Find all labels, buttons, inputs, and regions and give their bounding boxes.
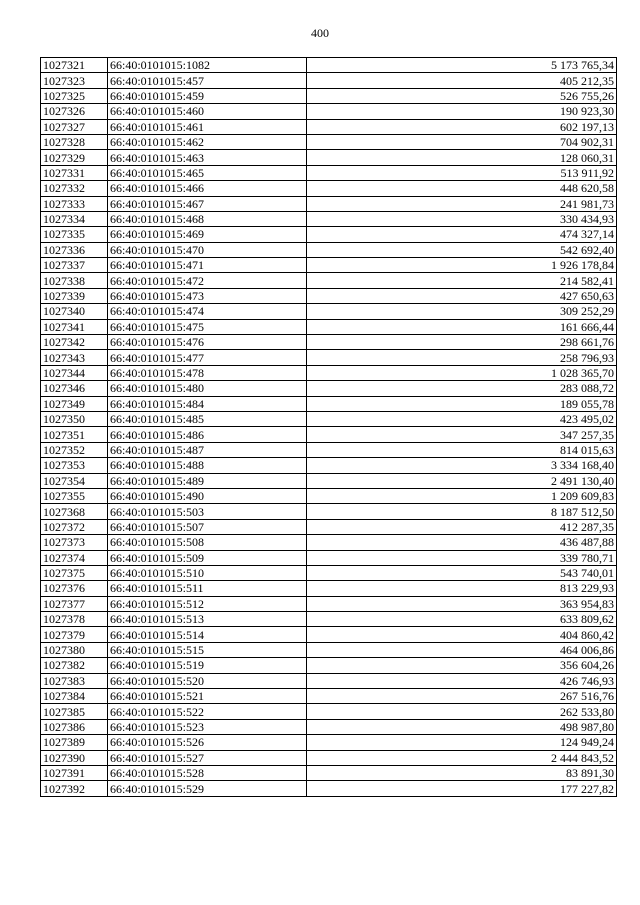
cadastral-number-cell: 66:40:0101015:471 — [108, 258, 307, 273]
cadastral-value-cell: 190 923,30 — [307, 104, 617, 119]
table-row — [41, 458, 617, 473]
cadastral-number-cell: 66:40:0101015:463 — [108, 150, 307, 165]
cadastral-value-cell: 404 860,42 — [307, 627, 617, 642]
object-id-cell: 1027339 — [41, 288, 108, 303]
table-row — [41, 365, 617, 380]
cadastral-number-cell: 66:40:0101015:1082 — [108, 58, 307, 73]
object-id-cell: 1027385 — [41, 704, 108, 719]
object-id-cell: 1027374 — [41, 550, 108, 565]
table-row — [41, 535, 617, 550]
cadastral-number-cell: 66:40:0101015:466 — [108, 181, 307, 196]
table-row — [41, 519, 617, 534]
cadastral-value-cell: 405 212,35 — [307, 73, 617, 88]
cadastral-number-cell: 66:40:0101015:462 — [108, 134, 307, 149]
cadastral-value-cell: 412 287,35 — [307, 519, 617, 534]
cadastral-number-cell: 66:40:0101015:511 — [108, 581, 307, 596]
object-id-cell: 1027321 — [41, 58, 108, 73]
cadastral-number-cell: 66:40:0101015:513 — [108, 612, 307, 627]
cadastral-value-cell: 513 911,92 — [307, 165, 617, 180]
object-id-cell: 1027384 — [41, 689, 108, 704]
cadastral-number-cell: 66:40:0101015:472 — [108, 273, 307, 288]
table-row — [41, 73, 617, 88]
table-row — [41, 781, 617, 796]
cadastral-value-cell: 161 666,44 — [307, 319, 617, 334]
table-row — [41, 196, 617, 211]
object-id-cell: 1027389 — [41, 735, 108, 750]
object-id-cell: 1027355 — [41, 488, 108, 503]
cadastral-number-cell: 66:40:0101015:527 — [108, 750, 307, 765]
cadastral-value-cell: 363 954,83 — [307, 596, 617, 611]
cadastral-value-cell: 448 620,58 — [307, 181, 617, 196]
object-id-cell: 1027375 — [41, 565, 108, 580]
object-id-cell: 1027325 — [41, 88, 108, 103]
object-id-cell: 1027379 — [41, 627, 108, 642]
cadastral-value-cell: 267 516,76 — [307, 689, 617, 704]
object-id-cell: 1027350 — [41, 411, 108, 426]
cadastral-number-cell: 66:40:0101015:461 — [108, 119, 307, 134]
cadastral-value-cell: 474 327,14 — [307, 227, 617, 242]
cadastral-value-cell: 704 902,31 — [307, 134, 617, 149]
table-row — [41, 396, 617, 411]
table-row — [41, 427, 617, 442]
cadastral-value-cell: 5 173 765,34 — [307, 58, 617, 73]
cadastral-number-cell: 66:40:0101015:503 — [108, 504, 307, 519]
table-row — [41, 273, 617, 288]
cadastral-number-cell: 66:40:0101015:475 — [108, 319, 307, 334]
table-row — [41, 689, 617, 704]
table-row — [41, 381, 617, 396]
object-id-cell: 1027352 — [41, 442, 108, 457]
object-id-cell: 1027326 — [41, 104, 108, 119]
cadastral-value-cell: 3 334 168,40 — [307, 458, 617, 473]
object-id-cell: 1027383 — [41, 673, 108, 688]
cadastral-value-cell: 543 740,01 — [307, 565, 617, 580]
object-id-cell: 1027338 — [41, 273, 108, 288]
table-row — [41, 673, 617, 688]
object-id-cell: 1027343 — [41, 350, 108, 365]
cadastral-value-cell: 309 252,29 — [307, 304, 617, 319]
table-row — [41, 227, 617, 242]
object-id-cell: 1027341 — [41, 319, 108, 334]
object-id-cell: 1027337 — [41, 258, 108, 273]
table-row — [41, 565, 617, 580]
object-id-cell: 1027351 — [41, 427, 108, 442]
table-row — [41, 765, 617, 780]
cadastral-number-cell: 66:40:0101015:528 — [108, 765, 307, 780]
table-row — [41, 658, 617, 673]
cadastral-number-cell: 66:40:0101015:477 — [108, 350, 307, 365]
cadastral-value-table — [40, 57, 617, 797]
cadastral-value-cell: 8 187 512,50 — [307, 504, 617, 519]
cadastral-value-cell: 813 229,93 — [307, 581, 617, 596]
cadastral-value-cell: 339 780,71 — [307, 550, 617, 565]
cadastral-number-cell: 66:40:0101015:509 — [108, 550, 307, 565]
cadastral-number-cell: 66:40:0101015:457 — [108, 73, 307, 88]
page-number: 400 — [311, 26, 329, 40]
cadastral-value-cell: 2 444 843,52 — [307, 750, 617, 765]
cadastral-value-cell: 124 949,24 — [307, 735, 617, 750]
object-id-cell: 1027368 — [41, 504, 108, 519]
cadastral-number-cell: 66:40:0101015:486 — [108, 427, 307, 442]
cadastral-value-cell: 128 060,31 — [307, 150, 617, 165]
object-id-cell: 1027380 — [41, 642, 108, 657]
object-id-cell: 1027372 — [41, 519, 108, 534]
object-id-cell: 1027328 — [41, 134, 108, 149]
cadastral-number-cell: 66:40:0101015:478 — [108, 365, 307, 380]
object-id-cell: 1027342 — [41, 335, 108, 350]
table-row — [41, 104, 617, 119]
cadastral-number-cell: 66:40:0101015:467 — [108, 196, 307, 211]
cadastral-value-cell: 258 796,93 — [307, 350, 617, 365]
object-id-cell: 1027344 — [41, 365, 108, 380]
cadastral-value-cell: 526 755,26 — [307, 88, 617, 103]
cadastral-number-cell: 66:40:0101015:485 — [108, 411, 307, 426]
cadastral-value-cell: 214 582,41 — [307, 273, 617, 288]
cadastral-number-cell: 66:40:0101015:459 — [108, 88, 307, 103]
cadastral-value-cell: 189 055,78 — [307, 396, 617, 411]
object-id-cell: 1027378 — [41, 612, 108, 627]
object-id-cell: 1027386 — [41, 719, 108, 734]
cadastral-number-cell: 66:40:0101015:515 — [108, 642, 307, 657]
cadastral-value-cell: 1 209 609,83 — [307, 488, 617, 503]
object-id-cell: 1027331 — [41, 165, 108, 180]
cadastral-value-cell: 330 434,93 — [307, 211, 617, 226]
object-id-cell: 1027332 — [41, 181, 108, 196]
table-row — [41, 211, 617, 226]
table-row — [41, 411, 617, 426]
object-id-cell: 1027334 — [41, 211, 108, 226]
table-row — [41, 627, 617, 642]
table-row — [41, 304, 617, 319]
cadastral-number-cell: 66:40:0101015:519 — [108, 658, 307, 673]
object-id-cell: 1027373 — [41, 535, 108, 550]
table-row — [41, 134, 617, 149]
table-row — [41, 350, 617, 365]
cadastral-value-cell: 2 491 130,40 — [307, 473, 617, 488]
table-row — [41, 612, 617, 627]
object-id-cell: 1027340 — [41, 304, 108, 319]
cadastral-value-cell: 633 809,62 — [307, 612, 617, 627]
cadastral-value-cell: 241 981,73 — [307, 196, 617, 211]
cadastral-value-cell: 602 197,13 — [307, 119, 617, 134]
table-row — [41, 165, 617, 180]
table-row — [41, 596, 617, 611]
cadastral-number-cell: 66:40:0101015:474 — [108, 304, 307, 319]
cadastral-value-cell: 423 495,02 — [307, 411, 617, 426]
object-id-cell: 1027346 — [41, 381, 108, 396]
table-row — [41, 442, 617, 457]
table-body — [41, 58, 617, 797]
cadastral-number-cell: 66:40:0101015:512 — [108, 596, 307, 611]
object-id-cell: 1027333 — [41, 196, 108, 211]
object-id-cell: 1027392 — [41, 781, 108, 796]
cadastral-value-cell: 464 006,86 — [307, 642, 617, 657]
cadastral-number-cell: 66:40:0101015:526 — [108, 735, 307, 750]
cadastral-number-cell: 66:40:0101015:507 — [108, 519, 307, 534]
cadastral-value-cell: 436 487,88 — [307, 535, 617, 550]
table-row — [41, 258, 617, 273]
table-row — [41, 88, 617, 103]
table-row — [41, 119, 617, 134]
cadastral-value-cell: 498 987,80 — [307, 719, 617, 734]
cadastral-value-cell: 427 650,63 — [307, 288, 617, 303]
cadastral-number-cell: 66:40:0101015:508 — [108, 535, 307, 550]
table-row — [41, 735, 617, 750]
cadastral-number-cell: 66:40:0101015:489 — [108, 473, 307, 488]
object-id-cell: 1027329 — [41, 150, 108, 165]
cadastral-value-cell: 298 661,76 — [307, 335, 617, 350]
table-row — [41, 242, 617, 257]
cadastral-value-cell: 283 088,72 — [307, 381, 617, 396]
object-id-cell: 1027349 — [41, 396, 108, 411]
table-row — [41, 335, 617, 350]
table-row — [41, 719, 617, 734]
cadastral-value-cell: 814 015,63 — [307, 442, 617, 457]
cadastral-value-cell: 1 028 365,70 — [307, 365, 617, 380]
object-id-cell: 1027353 — [41, 458, 108, 473]
table-row — [41, 550, 617, 565]
cadastral-number-cell: 66:40:0101015:469 — [108, 227, 307, 242]
cadastral-number-cell: 66:40:0101015:473 — [108, 288, 307, 303]
object-id-cell: 1027377 — [41, 596, 108, 611]
object-id-cell: 1027376 — [41, 581, 108, 596]
cadastral-number-cell: 66:40:0101015:522 — [108, 704, 307, 719]
cadastral-number-cell: 66:40:0101015:488 — [108, 458, 307, 473]
cadastral-number-cell: 66:40:0101015:465 — [108, 165, 307, 180]
object-id-cell: 1027327 — [41, 119, 108, 134]
cadastral-value-cell: 1 926 178,84 — [307, 258, 617, 273]
object-id-cell: 1027335 — [41, 227, 108, 242]
cadastral-number-cell: 66:40:0101015:460 — [108, 104, 307, 119]
object-id-cell: 1027354 — [41, 473, 108, 488]
object-id-cell: 1027390 — [41, 750, 108, 765]
object-id-cell: 1027336 — [41, 242, 108, 257]
object-id-cell: 1027382 — [41, 658, 108, 673]
cadastral-number-cell: 66:40:0101015:523 — [108, 719, 307, 734]
table-row — [41, 319, 617, 334]
table-row — [41, 750, 617, 765]
cadastral-number-cell: 66:40:0101015:470 — [108, 242, 307, 257]
cadastral-value-cell: 177 227,82 — [307, 781, 617, 796]
object-id-cell: 1027391 — [41, 765, 108, 780]
cadastral-number-cell: 66:40:0101015:490 — [108, 488, 307, 503]
cadastral-value-cell: 542 692,40 — [307, 242, 617, 257]
cadastral-value-cell: 262 533,80 — [307, 704, 617, 719]
cadastral-number-cell: 66:40:0101015:520 — [108, 673, 307, 688]
table-row — [41, 642, 617, 657]
table-row — [41, 58, 617, 73]
table-row — [41, 150, 617, 165]
cadastral-value-cell: 83 891,30 — [307, 765, 617, 780]
cadastral-number-cell: 66:40:0101015:487 — [108, 442, 307, 457]
table-row — [41, 504, 617, 519]
table-row — [41, 581, 617, 596]
cadastral-number-cell: 66:40:0101015:514 — [108, 627, 307, 642]
cadastral-number-cell: 66:40:0101015:476 — [108, 335, 307, 350]
cadastral-value-cell: 347 257,35 — [307, 427, 617, 442]
cadastral-value-cell: 356 604,26 — [307, 658, 617, 673]
table-row — [41, 488, 617, 503]
cadastral-number-cell: 66:40:0101015:510 — [108, 565, 307, 580]
cadastral-number-cell: 66:40:0101015:468 — [108, 211, 307, 226]
table-row — [41, 181, 617, 196]
cadastral-number-cell: 66:40:0101015:529 — [108, 781, 307, 796]
table-row — [41, 473, 617, 488]
cadastral-number-cell: 66:40:0101015:480 — [108, 381, 307, 396]
object-id-cell: 1027323 — [41, 73, 108, 88]
cadastral-number-cell: 66:40:0101015:484 — [108, 396, 307, 411]
cadastral-value-cell: 426 746,93 — [307, 673, 617, 688]
cadastral-number-cell: 66:40:0101015:521 — [108, 689, 307, 704]
table-row — [41, 288, 617, 303]
table-row — [41, 704, 617, 719]
